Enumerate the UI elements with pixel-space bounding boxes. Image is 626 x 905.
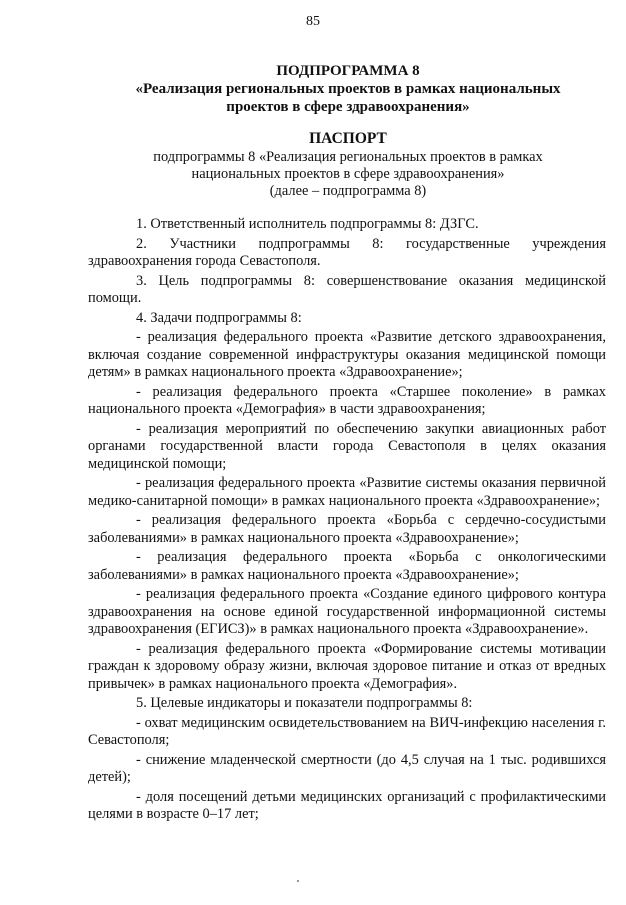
subprogram-title: ПОДПРОГРАММА 8	[276, 63, 420, 79]
paragraph-responsible: 1. Ответственный исполнитель подпрограммы 8: ДЗГС.	[136, 216, 479, 232]
task-item: - реализация федерального проекта «Борьба с онкологическими заболеваниями» в рамках национального проекта «Здравоохранение»;	[88, 549, 606, 583]
indicator-item: - доля посещений детьми медицинских организаций с профилактическими целями в возрасте 0–17 лет;	[88, 788, 606, 822]
passport-title: ПАСПОРТ	[309, 130, 387, 147]
subprogram-name-line-1: «Реализация региональных проектов в рамках национальных	[135, 81, 561, 97]
task-item: - реализация федерального проекта «Старшее поколение» в рамках национального проекта «Демография» в части здравоохранения;	[88, 383, 606, 417]
task-item: - реализация федерального проекта «Формирование системы мотивации граждан к здоровому образу жизни, включая здоровое питание и отказ от вредных привычек» в рамках национального проекта «Демография».	[88, 640, 606, 692]
paragraph-indicators-heading: 5. Целевые индикаторы и показатели подпрограммы 8:	[136, 695, 473, 711]
subprogram-name-line-2: проектов в сфере здравоохранения»	[226, 99, 470, 115]
scan-speck	[297, 880, 299, 882]
paragraph-participants: 2. Участники подпрограммы 8: государственные учреждения здравоохранения города Севастополя.	[88, 235, 606, 269]
paragraph-tasks-heading: 4. Задачи подпрограммы 8:	[136, 309, 302, 326]
task-item: - реализация федерального проекта «Борьба с сердечно-сосудистыми заболеваниями» в рамках национального проекта «Здравоохранение»;	[88, 512, 606, 546]
task-item: - реализация мероприятий по обеспечению закупки авиационных работ органами государственной власти города Севастополя в целях оказания медицинской помощи;	[88, 420, 606, 472]
passport-subtitle-line-1: подпрограммы 8 «Реализация региональных проектов в рамках	[153, 149, 543, 165]
task-item: - реализация федерального проекта «Развитие системы оказания первичной медико-санитарной помощи» в рамках национального проекта «Здравоохранение»;	[88, 475, 606, 509]
page-number: 85	[306, 14, 320, 29]
paragraph-goal: 3. Цель подпрограммы 8: совершенствование оказания медицинской помощи.	[88, 272, 606, 306]
indicator-item: - охват медицинским освидетельствованием на ВИЧ-инфекцию населения г. Севастополя;	[88, 714, 606, 748]
document-body	[88, 216, 606, 824]
indicator-item: - снижение младенческой смертности (до 4,5 случая на 1 тыс. родившихся детей);	[88, 751, 606, 785]
passport-subtitle-line-2: национальных проектов в сфере здравоохранения»	[191, 166, 505, 182]
task-item: - реализация федерального проекта «Развитие детского здравоохранения, включая создание современной инфраструктуры оказания медицинской помощи детям» в рамках национального проекта «Здравоохранение»;	[88, 329, 606, 380]
passport-subtitle-line-3: (далее – подпрограмма 8)	[269, 183, 427, 199]
task-item: - реализация федерального проекта «Создание единого цифрового контура здравоохранения на основе единой государственной информационной системы здравоохранения (ЕГИСЗ)» в рамках национального проекта «Здравоохранение».	[88, 586, 606, 637]
